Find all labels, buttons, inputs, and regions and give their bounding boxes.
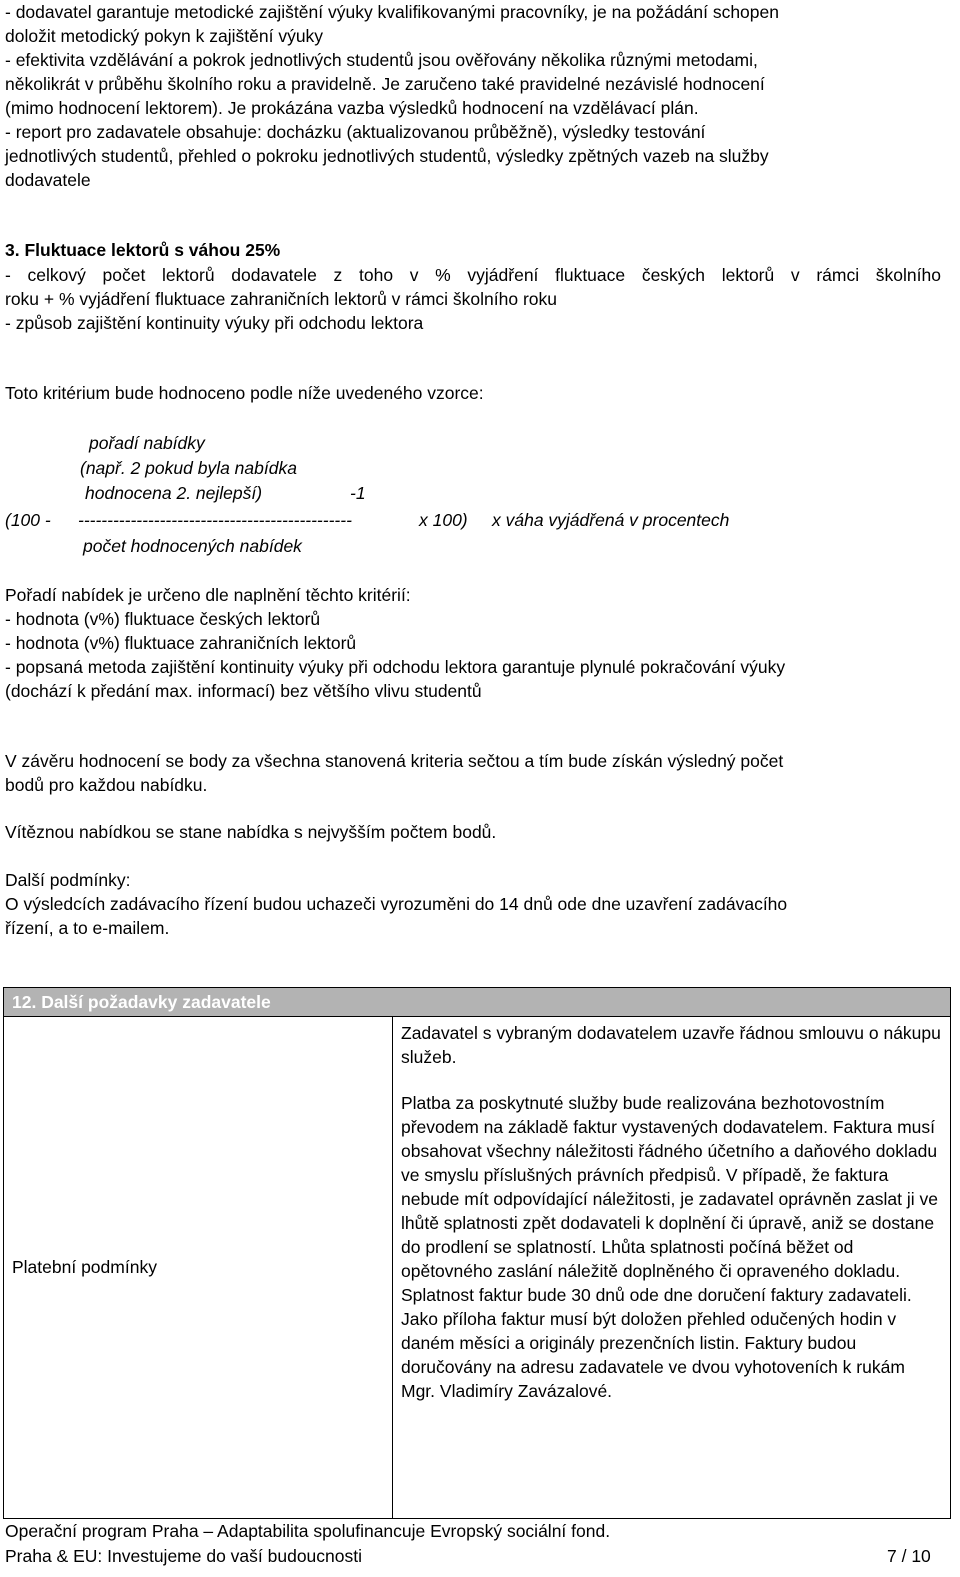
- text-line: bodů pro každou nabídku.: [5, 775, 208, 795]
- text-line: několikrát v průběhu školního roku a pravidelně. Je zaručeno také pravidelné nezávislé hodnocení: [5, 74, 765, 94]
- footer-line: Praha & EU: Investujeme do vaší budoucnosti: [5, 1546, 363, 1566]
- formula-numerator: pořadí nabídky: [89, 433, 205, 453]
- text-line: dodavatele: [5, 170, 91, 190]
- text-line: doložit metodický pokyn k zajištění výuky: [5, 26, 324, 46]
- formula-numerator: (např. 2 pokud byla nabídka: [80, 458, 297, 478]
- formula-times-100: x 100): [419, 510, 468, 530]
- text-line: Vítěznou nabídkou se stane nabídka s nejvyšším počtem bodů.: [5, 822, 497, 842]
- text-line: (mimo hodnocení lektorem). Je prokázána vazba výsledků hodnocení na vzdělávací plán.: [5, 98, 699, 118]
- formula-denominator: počet hodnocených nabídek: [83, 536, 302, 556]
- text-line: - efektivita vzdělávání a pokrok jednotlivých studentů jsou ověřovány několika různými metodami,: [5, 50, 758, 70]
- formula-fraction-bar: -----------------------------------------------: [78, 510, 352, 530]
- criterion-intro: Toto kritérium bude hodnoceno podle níže uvedeného vzorce:: [5, 383, 484, 403]
- requirements-table: [3, 987, 951, 1519]
- text-line: Další podmínky:: [5, 870, 131, 890]
- table-content-cell: [393, 1017, 951, 1519]
- text-line: - dodavatel garantuje metodické zajištění výuky kvalifikovanými pracovníky, je na požádání schopen: [5, 2, 779, 22]
- formula-prefix: (100 -: [5, 510, 51, 530]
- payment-terms-label: Platební podmínky: [12, 1257, 157, 1277]
- text-line: jednotlivých studentů, přehled o pokroku jednotlivých studentů, výsledky zpětných vazeb na služby: [5, 146, 769, 166]
- text-line: - celkový počet lektorů dodavatele z toho v % vyjádření fluktuace českých lektorů v rámci školního: [5, 265, 941, 285]
- text-line: - hodnota (v%) fluktuace zahraničních lektorů: [5, 633, 357, 653]
- formula-numerator: hodnocena 2. nejlepší): [85, 483, 263, 503]
- text-line: - hodnota (v%) fluktuace českých lektorů: [5, 609, 321, 629]
- text-line: roku + % vyjádření fluktuace zahraničních lektorů v rámci školního roku: [5, 289, 557, 309]
- table-header: [4, 988, 951, 1017]
- text-line: O výsledcích zadávacího řízení budou uchazeči vyrozuměni do 14 dnů ode dne uzavření zadávacího: [5, 894, 788, 914]
- text-line: - popsaná metoda zajištění kontinuity výuky při odchodu lektora garantuje plynulé pokračování výuky: [5, 657, 786, 677]
- text-line: V závěru hodnocení se body za všechna stanovená kriteria sečtou a tím bude získán výsledný počet: [5, 751, 784, 771]
- contract-paragraph: Zadavatel s vybraným dodavatelem uzavře řádnou smlouvu o nákupu služeb.: [401, 1023, 941, 1067]
- text-line: - způsob zajištění kontinuity výuky při odchodu lektora: [5, 313, 424, 333]
- text-line: Pořadí nabídek je určeno dle naplnění těchto kritérií:: [5, 585, 411, 605]
- text-line: řízení, a to e-mailem.: [5, 918, 170, 938]
- formula-weight: x váha vyjádřená v procentech: [492, 510, 730, 530]
- footer-line: Operační program Praha – Adaptabilita spolufinancuje Evropský sociální fond.: [5, 1521, 611, 1541]
- section-heading: 3. Fluktuace lektorů s váhou 25%: [5, 240, 281, 260]
- table-header-title: 12. Další požadavky zadavatele: [12, 992, 271, 1012]
- payment-paragraph: Platba za poskytnuté služby bude realizována bezhotovostním převodem na základě faktur vystavených dodavatelem. Faktura musí obsahovat všechny náležitosti řádného účetního a daňového dokladu ve smyslu příslušných právních předpisů. V případě, že faktura nebude mít odpovídající náležitosti, je zadavatel oprávněn zaslat ji ve lhůtě splatnosti zpět dodavateli k doplnění či úpravě, aniž se dostane do prodlení se splatností. Lhůta splatnosti počíná běžet od opětovného zaslání náležitě doplněného či opraveného dokladu. Splatnost faktur bude 30 dnů ode dne doručení faktury zadavateli. Jako příloha faktur musí být doložen přehled odučených hodin v daném měsíci a originály prezenčních listin. Faktury budou doručovány na adresu zadavatele ve dvou vyhotoveních k rukám Mgr. Vladimíry Zavázalové.: [401, 1093, 938, 1401]
- page-number: 7 / 10: [887, 1546, 931, 1566]
- formula-minus-one: -1: [350, 483, 366, 503]
- table-label-cell: [4, 1017, 393, 1519]
- text-line: - report pro zadavatele obsahuje: docházku (aktualizovanou průběžně), výsledky testování: [5, 122, 706, 142]
- text-line: (dochází k předání max. informací) bez většího vlivu studentů: [5, 681, 482, 701]
